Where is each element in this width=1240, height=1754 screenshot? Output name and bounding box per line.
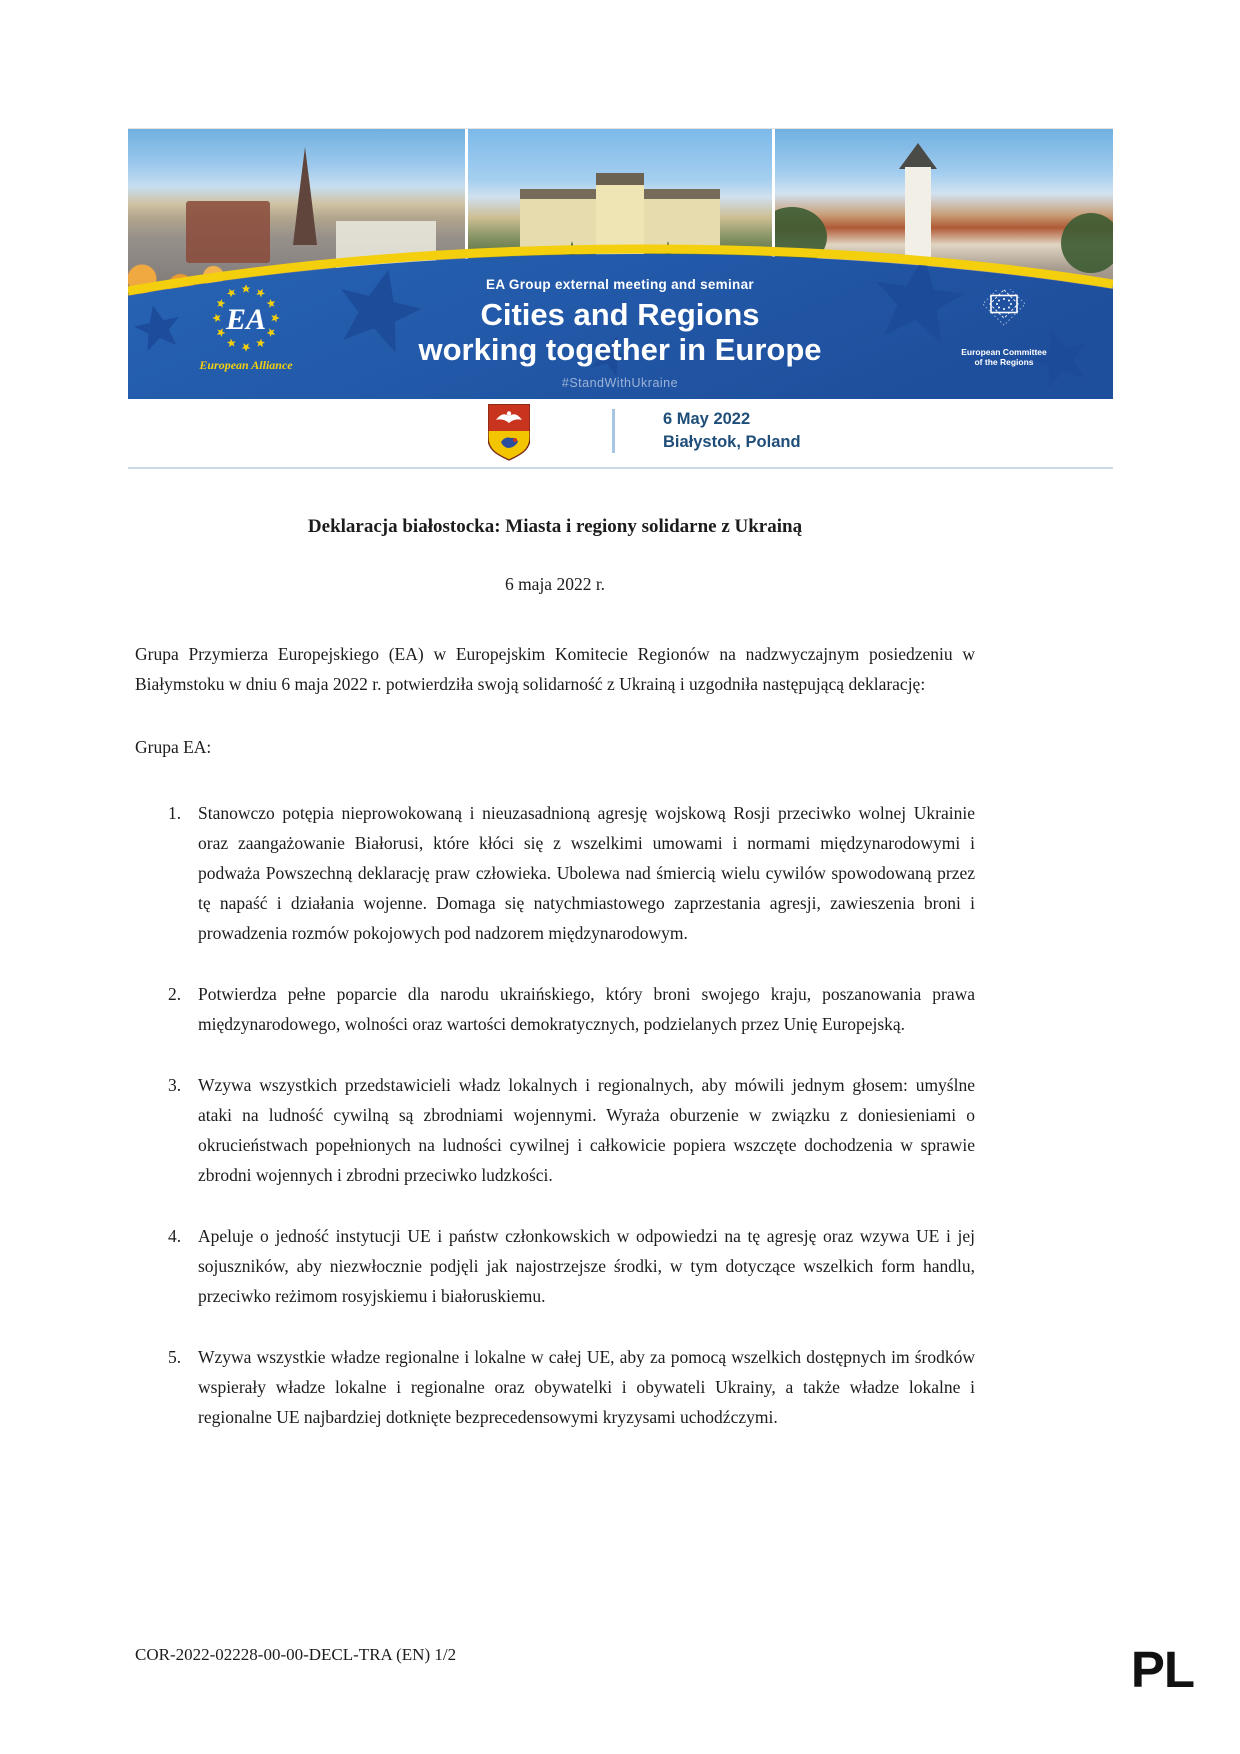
list-intro: Grupa EA: bbox=[135, 737, 212, 757]
item-number: 2. bbox=[168, 984, 182, 1004]
item-text: Wzywa wszystkich przedstawicieli władz lokalnych i regionalnych, aby mówili jednym głosem: umyślne ataki na ludność cywilną są zbrodniami wojennymi. Wyraża oburzenie w związku z doniesieniami o okrucieństwach popełnionych na ludności cywilnej i całkowicie popiera wszczęte dochodzenia w sprawie zbrodni wojennych i zbrodni przeciwko ludzkości. bbox=[198, 1075, 975, 1185]
item-text: Apeluje o jedność instytucji UE i państw członkowskich w odpowiedzi na tę agresję oraz wzywa UE i jej sojuszników, aby niezwłocznie podjęli jak najostrzejsze środki, w tym dotyczące wszelkich form handlu, przeciwko reżimom rosyjskiemu i białoruskiemu. bbox=[198, 1226, 975, 1306]
event-banner bbox=[128, 128, 1113, 469]
list-item bbox=[135, 1070, 975, 1190]
banner-graphic bbox=[128, 129, 1113, 399]
list-item bbox=[135, 798, 975, 948]
church-spire bbox=[293, 147, 317, 245]
banner-title-line2: working together in Europe bbox=[418, 332, 822, 367]
item-number: 3. bbox=[168, 1075, 182, 1095]
town-hall-roof bbox=[899, 143, 937, 169]
language-badge: PL bbox=[1130, 1641, 1194, 1698]
ea-logo bbox=[190, 279, 302, 373]
ea-logo-subtitle: European Alliance bbox=[199, 358, 293, 372]
item-number: 1. bbox=[168, 803, 182, 823]
bialystok-coat-of-arms-icon bbox=[488, 404, 530, 461]
banner-title-line1: Cities and Regions bbox=[480, 297, 760, 332]
banner-hashtag: #StandWithUkraine bbox=[561, 376, 679, 390]
item-text: Stanowczo potępia nieprowokowaną i nieuzasadnioną agresję wojskową Rosji przeciwko wolnej Ukrainie oraz zaangażowanie Białorusi, które kłóci się z wszelkimi umowami i normami międzynarodowymi i podważa Powszechną deklarację praw człowieka. Ubolewa nad śmiercią wielu cywilów spowodowaną przez tę napaść i działania wojenne. Domaga się natychmiastowego zaprzestania agresji, zawieszenia broni i prowadzenia rozmów pokojowych pod nadzorem międzynarodowym. bbox=[198, 803, 975, 943]
event-info bbox=[663, 408, 801, 454]
item-text: Potwierdza pełne poparcie dla narodu ukraińskiego, który broni swojego kraju, poszanowania prawa międzynarodowego, wolności oraz wartości demokratycznych, podzielanych przez Unię Europejską. bbox=[198, 984, 975, 1034]
cor-logo bbox=[956, 289, 1052, 367]
footer-reference: COR-2022-02228-00-00-DECL-TRA (EN) 1/2 bbox=[135, 1645, 457, 1664]
banner-subtitle: EA Group external meeting and seminar bbox=[486, 277, 754, 292]
event-location: Białystok, Poland bbox=[663, 433, 801, 451]
intro-paragraph: Grupa Przymierza Europejskiego (EA) w Europejskim Komitecie Regionów na nadzwyczajnym posiedzeniu w Białymstoku w dniu 6 maja 2022 r. potwierdziła swoją solidarność z Ukrainą i uzgodniła następującą deklarację: bbox=[135, 644, 975, 694]
banner-text-block bbox=[370, 277, 870, 390]
item-number: 4. bbox=[168, 1226, 182, 1246]
list-item bbox=[135, 979, 975, 1039]
banner-event-strip bbox=[128, 399, 1113, 467]
document-title: Deklaracja białostocka: Miasta i regiony solidarne z Ukrainą bbox=[307, 516, 803, 537]
document-date: 6 maja 2022 r. bbox=[504, 574, 606, 594]
ea-logo-text: EA bbox=[225, 303, 267, 336]
document-body bbox=[135, 466, 975, 1463]
list-item bbox=[135, 1342, 975, 1432]
list-item bbox=[135, 1221, 975, 1311]
event-divider bbox=[612, 409, 615, 453]
cor-logo-line1: European Committee bbox=[961, 347, 1047, 357]
cor-logo-line2: of the Regions bbox=[974, 357, 1034, 367]
cor-logo-icon bbox=[970, 289, 1038, 339]
item-text: Wzywa wszystkie władze regionalne i lokalne w całej UE, aby za pomocą wszelkich dostępnych im środków wspierały władze lokalne i regionalne oraz obywatelki i obywateli Ukrainy, a także władze lokalne i regionalne UE najbardziej dotknięte bezprecedensowymi kryzysami uchodźczymi. bbox=[198, 1347, 975, 1427]
banner-title bbox=[370, 297, 870, 367]
cor-logo-text bbox=[956, 347, 1052, 367]
declaration-list bbox=[135, 798, 975, 1432]
item-number: 5. bbox=[168, 1347, 182, 1367]
event-date: 6 May 2022 bbox=[663, 410, 751, 428]
